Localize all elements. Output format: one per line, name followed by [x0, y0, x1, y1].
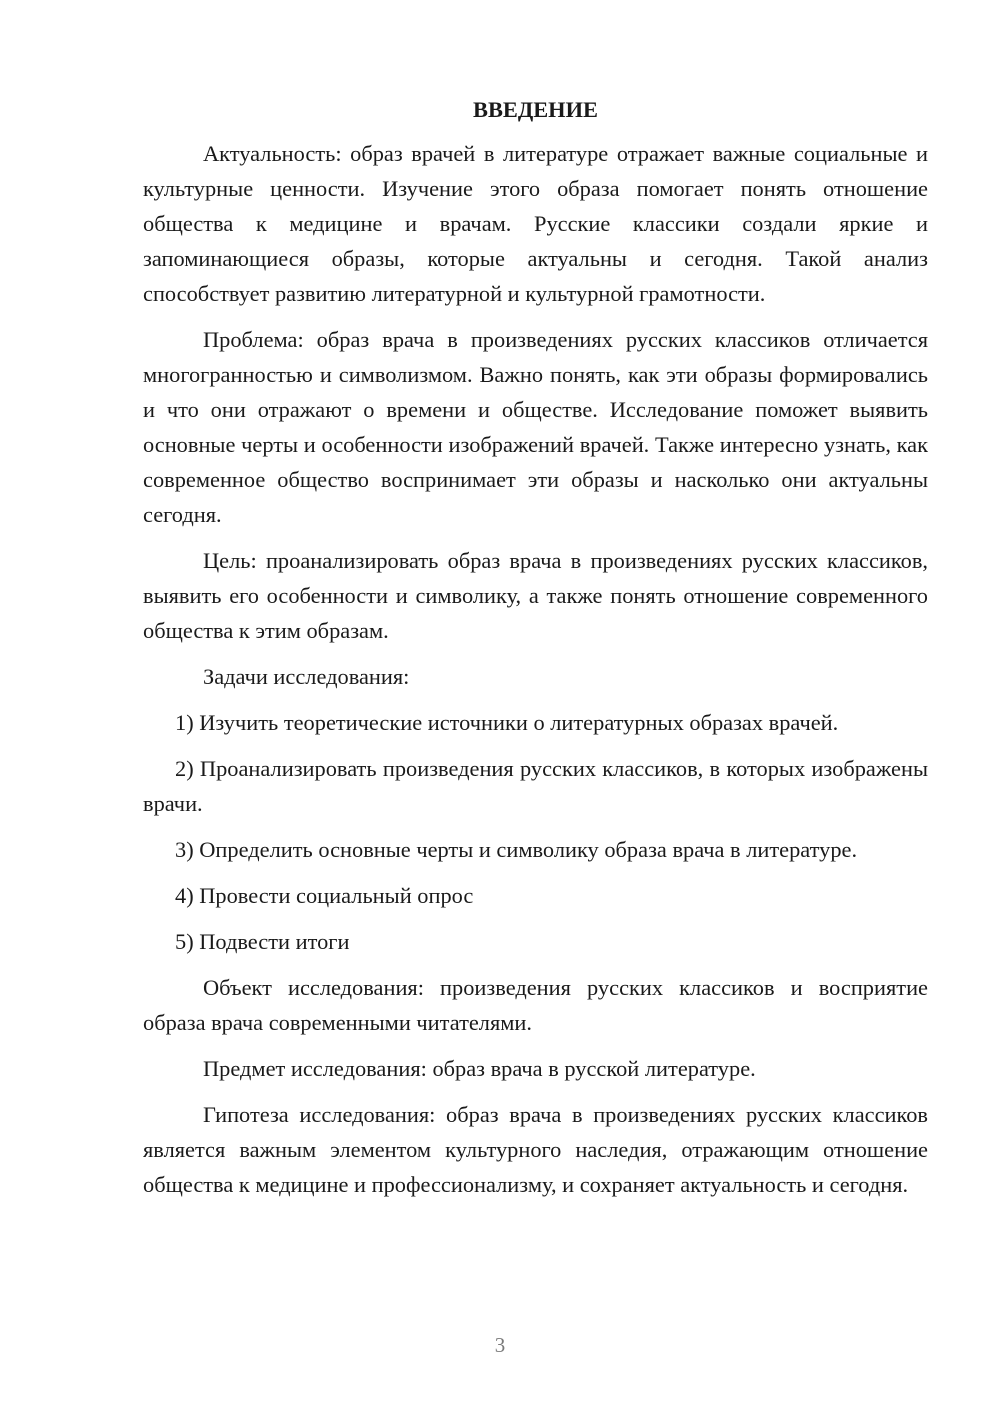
task-item-5: 5) Подвести итоги: [175, 929, 350, 954]
page-number: 3: [494, 1333, 506, 1357]
task-item-1: 1) Изучить теоретические источники о литературных образах врачей.: [175, 710, 839, 735]
paragraph-goal: Цель: проанализировать образ врача в произведениях русских классиков, выявить его особенности и символику, а также понять отношение современного общества к этим образам.: [143, 548, 928, 643]
task-item-3: 3) Определить основные черты и символику образа врача в литературе.: [175, 837, 858, 862]
task-item-2: 2) Проанализировать произведения русских классиков, в которых изображены врачи.: [143, 756, 928, 816]
paragraph-relevance: Актуальность: образ врачей в литературе отражает важные социальные и культурные ценности. Изучение этого образа помогает понять отношение общества к медицине и врачам. Русские классики создали яркие и запоминающиеся образы, которые актуальны и сегодня. Такой анализ способствует развитию литературной и культурной грамотности.: [143, 141, 928, 306]
page-title: ВВЕДЕНИЕ: [473, 97, 598, 122]
page-content: [143, 92, 928, 1213]
paragraph-subject: Предмет исследования: образ врача в русской литературе.: [203, 1056, 756, 1081]
paragraph-problem: Проблема: образ врача в произведениях русских классиков отличается многогранностью и символизмом. Важно понять, как эти образы формировались и что они отражают о времени и обществе. Исследование поможет выявить основные черты и особенности изображений врачей. Также интересно узнать, как современное общество воспринимает эти образы и насколько они актуальны сегодня.: [143, 327, 928, 527]
tasks-heading: Задачи исследования:: [203, 664, 410, 689]
task-item-4: 4) Провести социальный опрос: [175, 883, 474, 908]
paragraph-hypothesis: Гипотеза исследования: образ врача в произведениях русских классиков является важным элементом культурного наследия, отражающим отношение общества к медицине и профессионализму, и сохраняет актуальность и сегодня.: [143, 1102, 928, 1197]
paragraph-object: Объект исследования: произведения русских классиков и восприятие образа врача современными читателями.: [143, 975, 928, 1035]
